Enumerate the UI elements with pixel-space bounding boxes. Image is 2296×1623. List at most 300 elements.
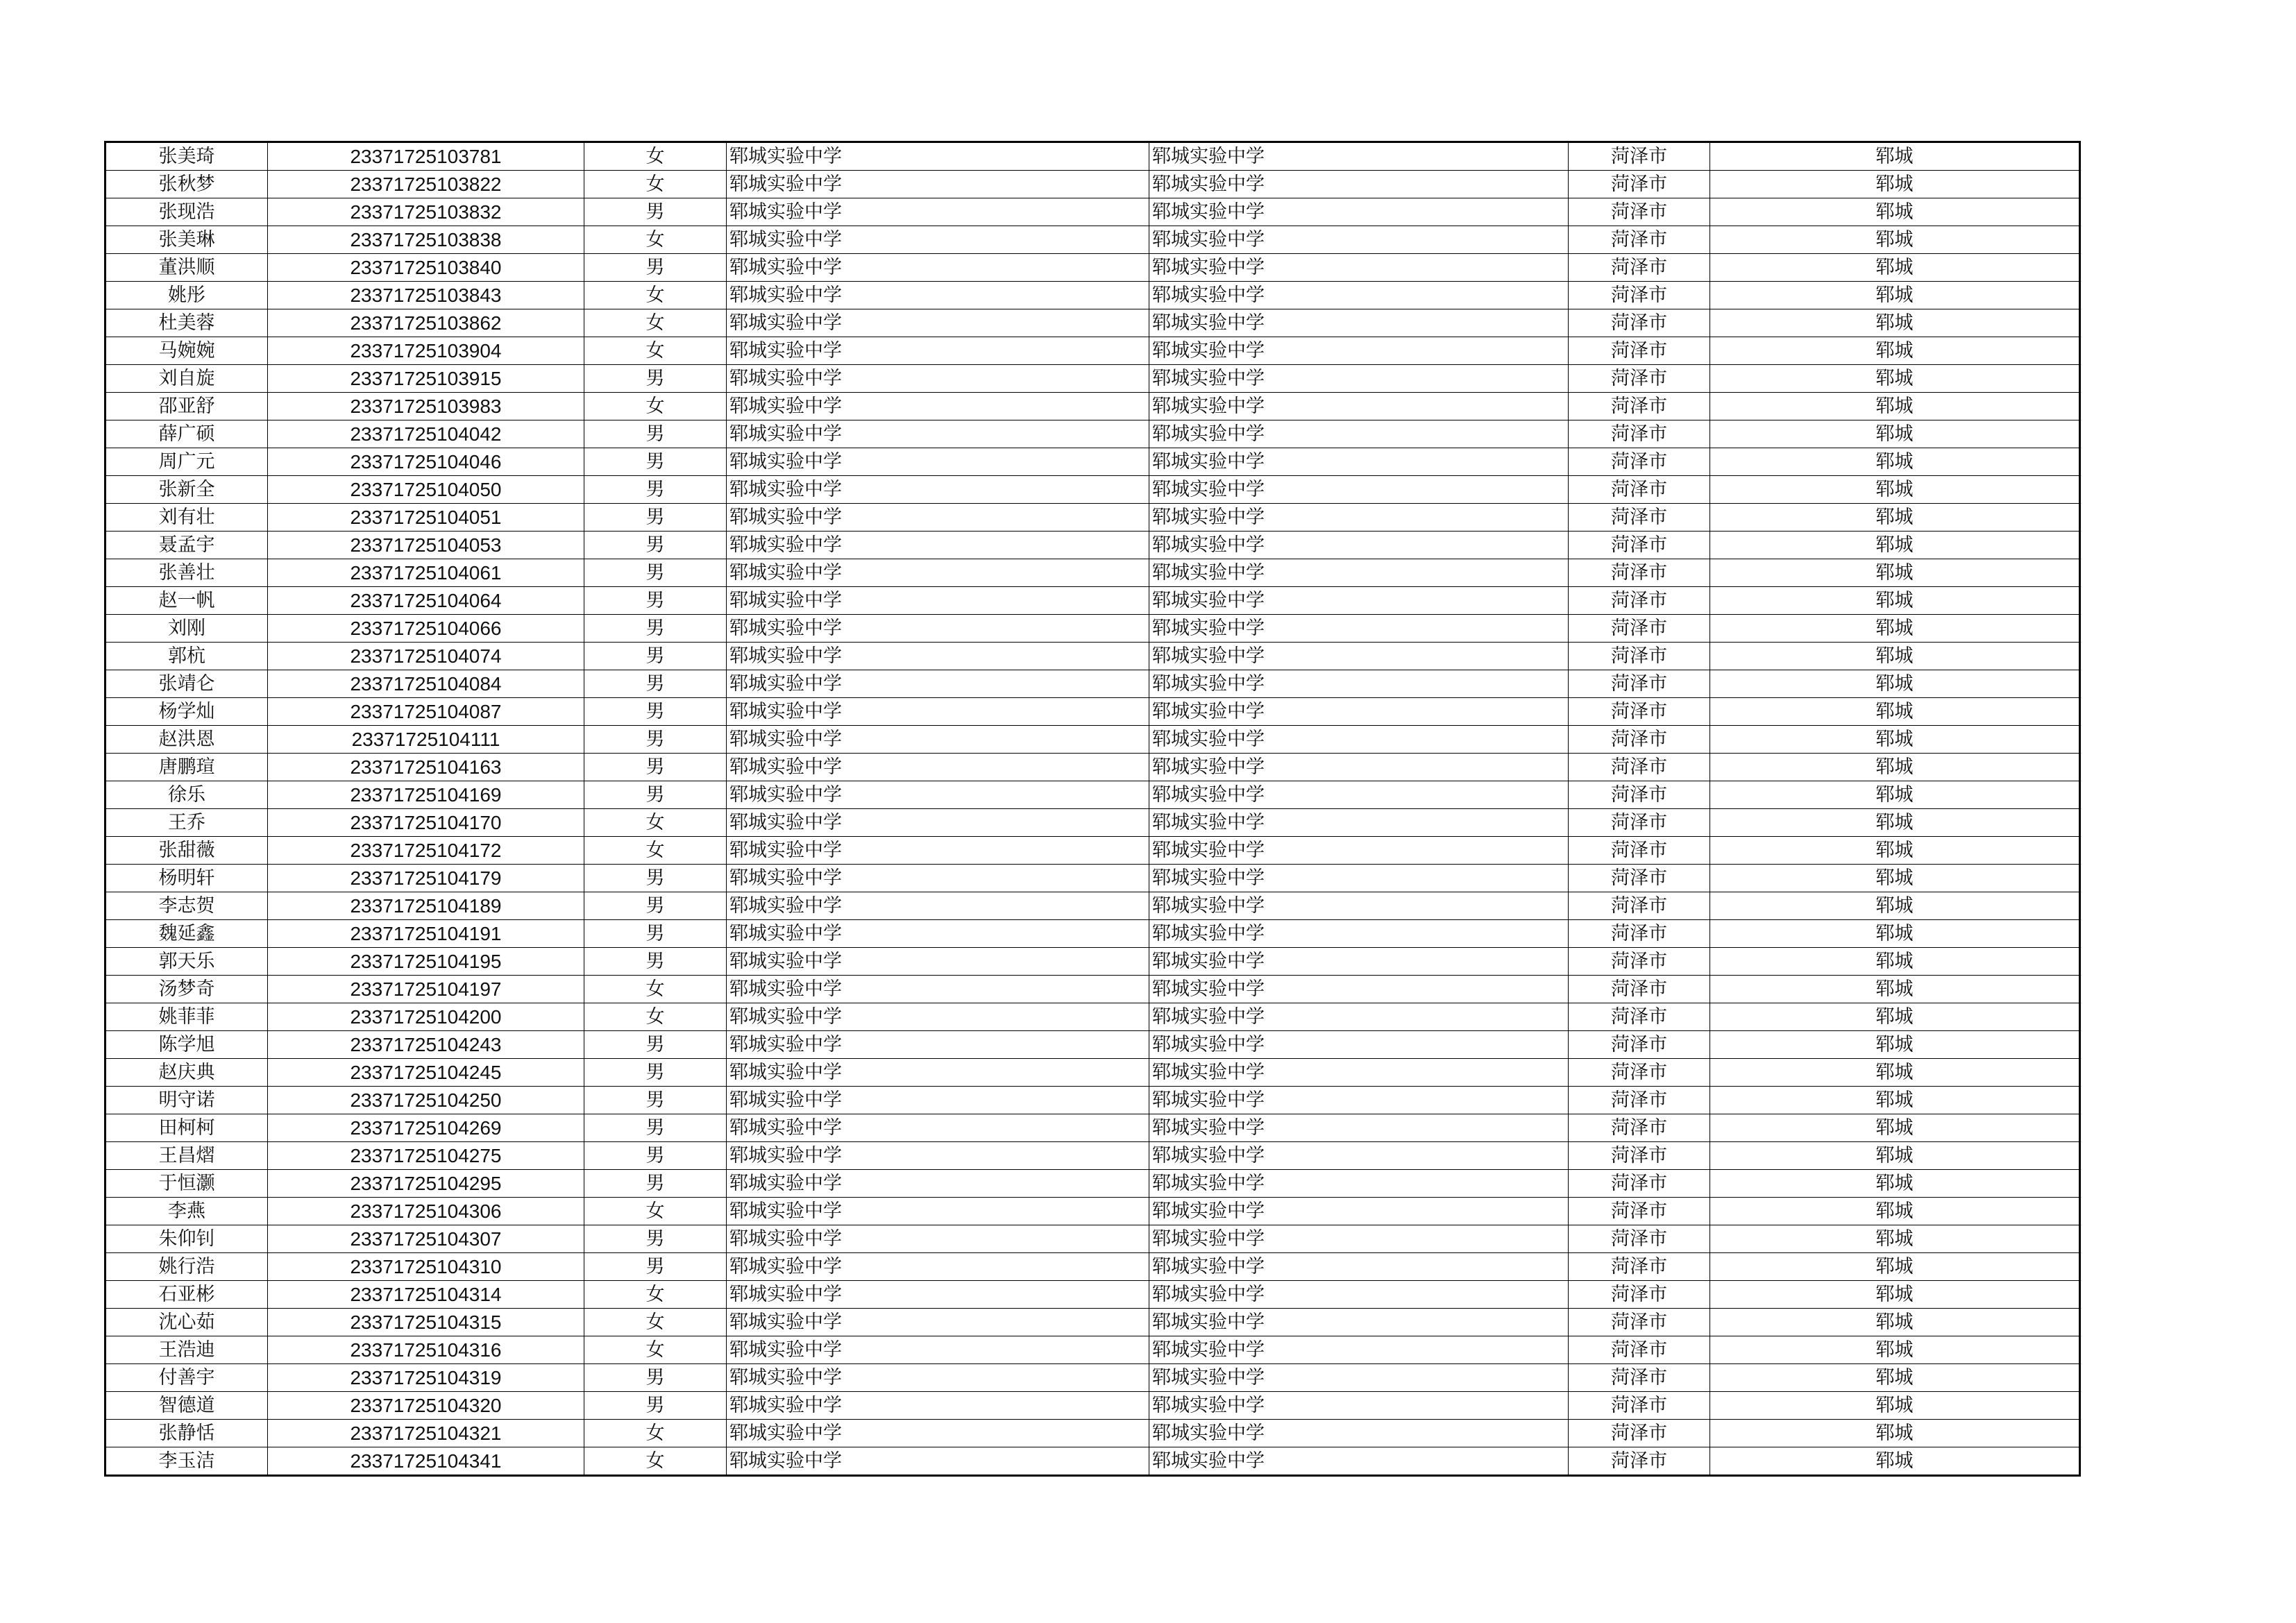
- exam-id-cell: 23371725104275: [268, 1142, 584, 1170]
- school-secondary-cell: 郓城实验中学: [1149, 781, 1569, 809]
- school-cell: 郓城实验中学: [727, 587, 1149, 615]
- exam-id-cell: 23371725104269: [268, 1114, 584, 1142]
- table-row: [105, 282, 2080, 309]
- gender-cell: 女: [584, 976, 727, 1003]
- student-name-cell: 朱仰钊: [105, 1225, 268, 1253]
- county-cell: 郓城: [1710, 1420, 2080, 1447]
- exam-id-cell: 23371725104250: [268, 1087, 584, 1114]
- county-cell: 郓城: [1710, 670, 2080, 698]
- city-cell: 菏泽市: [1569, 448, 1710, 476]
- city-cell: 菏泽市: [1569, 1087, 1710, 1114]
- student-name-cell: 周广元: [105, 448, 268, 476]
- student-name-cell: 张秋梦: [105, 171, 268, 198]
- gender-cell: 男: [584, 1392, 727, 1420]
- school-secondary-cell: 郓城实验中学: [1149, 309, 1569, 337]
- school-secondary-cell: 郓城实验中学: [1149, 892, 1569, 920]
- gender-cell: 男: [584, 920, 727, 948]
- school-secondary-cell: 郓城实验中学: [1149, 448, 1569, 476]
- gender-cell: 男: [584, 476, 727, 504]
- student-table: [104, 141, 2081, 1477]
- county-cell: 郓城: [1710, 1003, 2080, 1031]
- gender-cell: 男: [584, 1031, 727, 1059]
- student-name-cell: 聂孟宇: [105, 532, 268, 559]
- school-secondary-cell: 郓城实验中学: [1149, 142, 1569, 171]
- county-cell: 郓城: [1710, 976, 2080, 1003]
- table-row: [105, 476, 2080, 504]
- county-cell: 郓城: [1710, 532, 2080, 559]
- table-row: [105, 254, 2080, 282]
- county-cell: 郓城: [1710, 1170, 2080, 1198]
- gender-cell: 女: [584, 837, 727, 865]
- student-name-cell: 杜美蓉: [105, 309, 268, 337]
- school-secondary-cell: 郓城实验中学: [1149, 559, 1569, 587]
- school-secondary-cell: 郓城实验中学: [1149, 754, 1569, 781]
- school-cell: 郓城实验中学: [727, 448, 1149, 476]
- county-cell: 郓城: [1710, 726, 2080, 754]
- city-cell: 菏泽市: [1569, 1392, 1710, 1420]
- gender-cell: 男: [584, 1253, 727, 1281]
- exam-id-cell: 23371725103983: [268, 393, 584, 420]
- school-secondary-cell: 郓城实验中学: [1149, 976, 1569, 1003]
- exam-id-cell: 23371725104321: [268, 1420, 584, 1447]
- table-row: [105, 1281, 2080, 1309]
- student-name-cell: 沈心茹: [105, 1309, 268, 1336]
- student-name-cell: 石亚彬: [105, 1281, 268, 1309]
- gender-cell: 男: [584, 254, 727, 282]
- student-name-cell: 徐乐: [105, 781, 268, 809]
- student-name-cell: 王乔: [105, 809, 268, 837]
- school-cell: 郓城实验中学: [727, 1309, 1149, 1336]
- student-name-cell: 姚彤: [105, 282, 268, 309]
- school-secondary-cell: 郓城实验中学: [1149, 698, 1569, 726]
- county-cell: 郓城: [1710, 420, 2080, 448]
- county-cell: 郓城: [1710, 865, 2080, 892]
- city-cell: 菏泽市: [1569, 1003, 1710, 1031]
- city-cell: 菏泽市: [1569, 393, 1710, 420]
- school-secondary-cell: 郓城实验中学: [1149, 809, 1569, 837]
- city-cell: 菏泽市: [1569, 1225, 1710, 1253]
- table-row: [105, 670, 2080, 698]
- county-cell: 郓城: [1710, 1253, 2080, 1281]
- school-secondary-cell: 郓城实验中学: [1149, 837, 1569, 865]
- county-cell: 郓城: [1710, 1059, 2080, 1087]
- school-cell: 郓城实验中学: [727, 1420, 1149, 1447]
- table-row: [105, 1309, 2080, 1336]
- exam-id-cell: 23371725104307: [268, 1225, 584, 1253]
- school-cell: 郓城实验中学: [727, 698, 1149, 726]
- student-name-cell: 马婉婉: [105, 337, 268, 365]
- table-row: [105, 1198, 2080, 1225]
- city-cell: 菏泽市: [1569, 670, 1710, 698]
- county-cell: 郓城: [1710, 142, 2080, 171]
- school-secondary-cell: 郓城实验中学: [1149, 532, 1569, 559]
- table-row: [105, 837, 2080, 865]
- student-name-cell: 董洪顺: [105, 254, 268, 282]
- school-secondary-cell: 郓城实验中学: [1149, 1059, 1569, 1087]
- city-cell: 菏泽市: [1569, 809, 1710, 837]
- exam-id-cell: 23371725104084: [268, 670, 584, 698]
- table-row: [105, 1031, 2080, 1059]
- school-secondary-cell: 郓城实验中学: [1149, 1087, 1569, 1114]
- gender-cell: 男: [584, 865, 727, 892]
- county-cell: 郓城: [1710, 1309, 2080, 1336]
- county-cell: 郓城: [1710, 254, 2080, 282]
- school-cell: 郓城实验中学: [727, 1087, 1149, 1114]
- school-cell: 郓城实验中学: [727, 1003, 1149, 1031]
- student-name-cell: 姚菲菲: [105, 1003, 268, 1031]
- exam-id-cell: 23371725104050: [268, 476, 584, 504]
- exam-id-cell: 23371725104179: [268, 865, 584, 892]
- student-name-cell: 杨学灿: [105, 698, 268, 726]
- city-cell: 菏泽市: [1569, 1253, 1710, 1281]
- student-name-cell: 姚行浩: [105, 1253, 268, 1281]
- school-cell: 郓城实验中学: [727, 1031, 1149, 1059]
- gender-cell: 男: [584, 781, 727, 809]
- city-cell: 菏泽市: [1569, 532, 1710, 559]
- city-cell: 菏泽市: [1569, 643, 1710, 670]
- exam-id-cell: 23371725103781: [268, 142, 584, 171]
- school-cell: 郓城实验中学: [727, 1392, 1149, 1420]
- school-cell: 郓城实验中学: [727, 559, 1149, 587]
- student-name-cell: 张甜薇: [105, 837, 268, 865]
- county-cell: 郓城: [1710, 476, 2080, 504]
- city-cell: 菏泽市: [1569, 948, 1710, 976]
- exam-id-cell: 23371725104170: [268, 809, 584, 837]
- school-cell: 郓城实验中学: [727, 643, 1149, 670]
- table-row: [105, 754, 2080, 781]
- school-cell: 郓城实验中学: [727, 365, 1149, 393]
- school-cell: 郓城实验中学: [727, 1447, 1149, 1476]
- exam-id-cell: 23371725104314: [268, 1281, 584, 1309]
- gender-cell: 女: [584, 1336, 727, 1364]
- student-name-cell: 汤梦奇: [105, 976, 268, 1003]
- school-cell: 郓城实验中学: [727, 837, 1149, 865]
- school-secondary-cell: 郓城实验中学: [1149, 615, 1569, 643]
- city-cell: 菏泽市: [1569, 754, 1710, 781]
- exam-id-cell: 23371725104295: [268, 1170, 584, 1198]
- county-cell: 郓城: [1710, 309, 2080, 337]
- gender-cell: 男: [584, 1059, 727, 1087]
- exam-id-cell: 23371725104169: [268, 781, 584, 809]
- student-name-cell: 郭天乐: [105, 948, 268, 976]
- student-name-cell: 唐鹏瑄: [105, 754, 268, 781]
- gender-cell: 女: [584, 282, 727, 309]
- school-secondary-cell: 郓城实验中学: [1149, 726, 1569, 754]
- gender-cell: 男: [584, 1364, 727, 1392]
- county-cell: 郓城: [1710, 198, 2080, 226]
- city-cell: 菏泽市: [1569, 1142, 1710, 1170]
- gender-cell: 女: [584, 171, 727, 198]
- table-row: [105, 420, 2080, 448]
- school-secondary-cell: 郓城实验中学: [1149, 1225, 1569, 1253]
- school-secondary-cell: 郓城实验中学: [1149, 504, 1569, 532]
- county-cell: 郓城: [1710, 892, 2080, 920]
- city-cell: 菏泽市: [1569, 1198, 1710, 1225]
- school-cell: 郓城实验中学: [727, 1225, 1149, 1253]
- school-secondary-cell: 郓城实验中学: [1149, 1420, 1569, 1447]
- city-cell: 菏泽市: [1569, 865, 1710, 892]
- student-name-cell: 刘有壮: [105, 504, 268, 532]
- school-cell: 郓城实验中学: [727, 309, 1149, 337]
- table-row: [105, 1364, 2080, 1392]
- table-row: [105, 892, 2080, 920]
- school-secondary-cell: 郓城实验中学: [1149, 1447, 1569, 1476]
- city-cell: 菏泽市: [1569, 615, 1710, 643]
- gender-cell: 女: [584, 393, 727, 420]
- city-cell: 菏泽市: [1569, 1336, 1710, 1364]
- city-cell: 菏泽市: [1569, 254, 1710, 282]
- school-cell: 郓城实验中学: [727, 615, 1149, 643]
- city-cell: 菏泽市: [1569, 142, 1710, 171]
- table-row: [105, 643, 2080, 670]
- table-row: [105, 1447, 2080, 1476]
- city-cell: 菏泽市: [1569, 837, 1710, 865]
- gender-cell: 男: [584, 448, 727, 476]
- school-secondary-cell: 郓城实验中学: [1149, 198, 1569, 226]
- city-cell: 菏泽市: [1569, 226, 1710, 254]
- student-name-cell: 魏延鑫: [105, 920, 268, 948]
- school-secondary-cell: 郓城实验中学: [1149, 1309, 1569, 1336]
- city-cell: 菏泽市: [1569, 282, 1710, 309]
- gender-cell: 男: [584, 1142, 727, 1170]
- table-row: [105, 920, 2080, 948]
- exam-id-cell: 23371725104053: [268, 532, 584, 559]
- city-cell: 菏泽市: [1569, 420, 1710, 448]
- table-row: [105, 976, 2080, 1003]
- student-name-cell: 李志贺: [105, 892, 268, 920]
- school-secondary-cell: 郓城实验中学: [1149, 1336, 1569, 1364]
- school-secondary-cell: 郓城实验中学: [1149, 365, 1569, 393]
- county-cell: 郓城: [1710, 1087, 2080, 1114]
- school-cell: 郓城实验中学: [727, 1170, 1149, 1198]
- table-row: [105, 1059, 2080, 1087]
- school-secondary-cell: 郓城实验中学: [1149, 171, 1569, 198]
- table-row: [105, 865, 2080, 892]
- table-row: [105, 226, 2080, 254]
- county-cell: 郓城: [1710, 1336, 2080, 1364]
- school-secondary-cell: 郓城实验中学: [1149, 1364, 1569, 1392]
- school-cell: 郓城实验中学: [727, 532, 1149, 559]
- student-name-cell: 赵一帆: [105, 587, 268, 615]
- exam-id-cell: 23371725104191: [268, 920, 584, 948]
- table-row: [105, 726, 2080, 754]
- city-cell: 菏泽市: [1569, 698, 1710, 726]
- exam-id-cell: 23371725104064: [268, 587, 584, 615]
- student-name-cell: 刘自旋: [105, 365, 268, 393]
- table-row: [105, 504, 2080, 532]
- student-name-cell: 王昌熠: [105, 1142, 268, 1170]
- exam-id-cell: 23371725103904: [268, 337, 584, 365]
- gender-cell: 女: [584, 1281, 727, 1309]
- exam-id-cell: 23371725103843: [268, 282, 584, 309]
- school-secondary-cell: 郓城实验中学: [1149, 226, 1569, 254]
- student-name-cell: 李玉洁: [105, 1447, 268, 1476]
- table-row: [105, 171, 2080, 198]
- student-name-cell: 张现浩: [105, 198, 268, 226]
- county-cell: 郓城: [1710, 1447, 2080, 1476]
- table-row: [105, 1392, 2080, 1420]
- table-row: [105, 1420, 2080, 1447]
- table-row: [105, 337, 2080, 365]
- county-cell: 郓城: [1710, 1198, 2080, 1225]
- school-cell: 郓城实验中学: [727, 337, 1149, 365]
- county-cell: 郓城: [1710, 1225, 2080, 1253]
- school-secondary-cell: 郓城实验中学: [1149, 643, 1569, 670]
- gender-cell: 男: [584, 892, 727, 920]
- student-name-cell: 于恒灏: [105, 1170, 268, 1198]
- exam-id-cell: 23371725104061: [268, 559, 584, 587]
- student-name-cell: 张静恬: [105, 1420, 268, 1447]
- gender-cell: 女: [584, 142, 727, 171]
- school-cell: 郓城实验中学: [727, 865, 1149, 892]
- city-cell: 菏泽市: [1569, 309, 1710, 337]
- school-cell: 郓城实验中学: [727, 1281, 1149, 1309]
- school-secondary-cell: 郓城实验中学: [1149, 393, 1569, 420]
- student-name-cell: 邵亚舒: [105, 393, 268, 420]
- table-body: [105, 142, 2080, 1476]
- gender-cell: 男: [584, 587, 727, 615]
- gender-cell: 女: [584, 1447, 727, 1476]
- gender-cell: 男: [584, 754, 727, 781]
- student-name-cell: 张美琦: [105, 142, 268, 171]
- gender-cell: 女: [584, 226, 727, 254]
- table-row: [105, 142, 2080, 171]
- county-cell: 郓城: [1710, 837, 2080, 865]
- school-secondary-cell: 郓城实验中学: [1149, 1114, 1569, 1142]
- gender-cell: 男: [584, 559, 727, 587]
- county-cell: 郓城: [1710, 282, 2080, 309]
- gender-cell: 男: [584, 532, 727, 559]
- school-secondary-cell: 郓城实验中学: [1149, 1031, 1569, 1059]
- exam-id-cell: 23371725104245: [268, 1059, 584, 1087]
- exam-id-cell: 23371725104316: [268, 1336, 584, 1364]
- city-cell: 菏泽市: [1569, 504, 1710, 532]
- table-row: [105, 1253, 2080, 1281]
- school-secondary-cell: 郓城实验中学: [1149, 254, 1569, 282]
- school-cell: 郓城实验中学: [727, 1336, 1149, 1364]
- gender-cell: 女: [584, 337, 727, 365]
- city-cell: 菏泽市: [1569, 559, 1710, 587]
- student-name-cell: 郭杭: [105, 643, 268, 670]
- table-row: [105, 1336, 2080, 1364]
- school-secondary-cell: 郓城实验中学: [1149, 1281, 1569, 1309]
- exam-id-cell: 23371725103840: [268, 254, 584, 282]
- city-cell: 菏泽市: [1569, 1447, 1710, 1476]
- table-row: [105, 448, 2080, 476]
- city-cell: 菏泽市: [1569, 892, 1710, 920]
- exam-id-cell: 23371725104320: [268, 1392, 584, 1420]
- city-cell: 菏泽市: [1569, 1281, 1710, 1309]
- county-cell: 郓城: [1710, 781, 2080, 809]
- school-cell: 郓城实验中学: [727, 781, 1149, 809]
- county-cell: 郓城: [1710, 643, 2080, 670]
- school-secondary-cell: 郓城实验中学: [1149, 337, 1569, 365]
- student-name-cell: 张美琳: [105, 226, 268, 254]
- exam-id-cell: 23371725104046: [268, 448, 584, 476]
- county-cell: 郓城: [1710, 171, 2080, 198]
- student-name-cell: 张靖仑: [105, 670, 268, 698]
- table-row: [105, 309, 2080, 337]
- county-cell: 郓城: [1710, 226, 2080, 254]
- student-name-cell: 刘刚: [105, 615, 268, 643]
- table-row: [105, 698, 2080, 726]
- county-cell: 郓城: [1710, 337, 2080, 365]
- gender-cell: 男: [584, 615, 727, 643]
- table-row: [105, 809, 2080, 837]
- exam-id-cell: 23371725104195: [268, 948, 584, 976]
- exam-id-cell: 23371725104111: [268, 726, 584, 754]
- school-cell: 郓城实验中学: [727, 920, 1149, 948]
- city-cell: 菏泽市: [1569, 337, 1710, 365]
- school-cell: 郓城实验中学: [727, 1198, 1149, 1225]
- exam-id-cell: 23371725104243: [268, 1031, 584, 1059]
- table-row: [105, 1087, 2080, 1114]
- city-cell: 菏泽市: [1569, 198, 1710, 226]
- exam-id-cell: 23371725103862: [268, 309, 584, 337]
- gender-cell: 女: [584, 1003, 727, 1031]
- county-cell: 郓城: [1710, 1392, 2080, 1420]
- student-name-cell: 智德道: [105, 1392, 268, 1420]
- school-cell: 郓城实验中学: [727, 171, 1149, 198]
- exam-id-cell: 23371725104172: [268, 837, 584, 865]
- table-row: [105, 1142, 2080, 1170]
- gender-cell: 男: [584, 698, 727, 726]
- school-secondary-cell: 郓城实验中学: [1149, 948, 1569, 976]
- school-secondary-cell: 郓城实验中学: [1149, 865, 1569, 892]
- gender-cell: 女: [584, 1420, 727, 1447]
- city-cell: 菏泽市: [1569, 781, 1710, 809]
- gender-cell: 男: [584, 198, 727, 226]
- student-name-cell: 付善宇: [105, 1364, 268, 1392]
- city-cell: 菏泽市: [1569, 171, 1710, 198]
- student-name-cell: 田柯柯: [105, 1114, 268, 1142]
- exam-id-cell: 23371725103832: [268, 198, 584, 226]
- city-cell: 菏泽市: [1569, 1031, 1710, 1059]
- county-cell: 郓城: [1710, 615, 2080, 643]
- exam-id-cell: 23371725104200: [268, 1003, 584, 1031]
- gender-cell: 女: [584, 1309, 727, 1336]
- exam-id-cell: 23371725104074: [268, 643, 584, 670]
- student-name-cell: 李燕: [105, 1198, 268, 1225]
- gender-cell: 男: [584, 948, 727, 976]
- city-cell: 菏泽市: [1569, 1364, 1710, 1392]
- county-cell: 郓城: [1710, 448, 2080, 476]
- gender-cell: 男: [584, 1087, 727, 1114]
- county-cell: 郓城: [1710, 1031, 2080, 1059]
- school-cell: 郓城实验中学: [727, 670, 1149, 698]
- exam-id-cell: 23371725103838: [268, 226, 584, 254]
- school-cell: 郓城实验中学: [727, 198, 1149, 226]
- city-cell: 菏泽市: [1569, 976, 1710, 1003]
- school-cell: 郓城实验中学: [727, 226, 1149, 254]
- table-row: [105, 1170, 2080, 1198]
- county-cell: 郓城: [1710, 504, 2080, 532]
- exam-id-cell: 23371725104197: [268, 976, 584, 1003]
- gender-cell: 男: [584, 1170, 727, 1198]
- school-cell: 郓城实验中学: [727, 254, 1149, 282]
- exam-id-cell: 23371725104087: [268, 698, 584, 726]
- city-cell: 菏泽市: [1569, 1114, 1710, 1142]
- gender-cell: 男: [584, 420, 727, 448]
- exam-id-cell: 23371725104341: [268, 1447, 584, 1476]
- county-cell: 郓城: [1710, 1281, 2080, 1309]
- school-secondary-cell: 郓城实验中学: [1149, 920, 1569, 948]
- school-secondary-cell: 郓城实验中学: [1149, 587, 1569, 615]
- city-cell: 菏泽市: [1569, 1309, 1710, 1336]
- student-name-cell: 薛广硕: [105, 420, 268, 448]
- gender-cell: 男: [584, 726, 727, 754]
- city-cell: 菏泽市: [1569, 1170, 1710, 1198]
